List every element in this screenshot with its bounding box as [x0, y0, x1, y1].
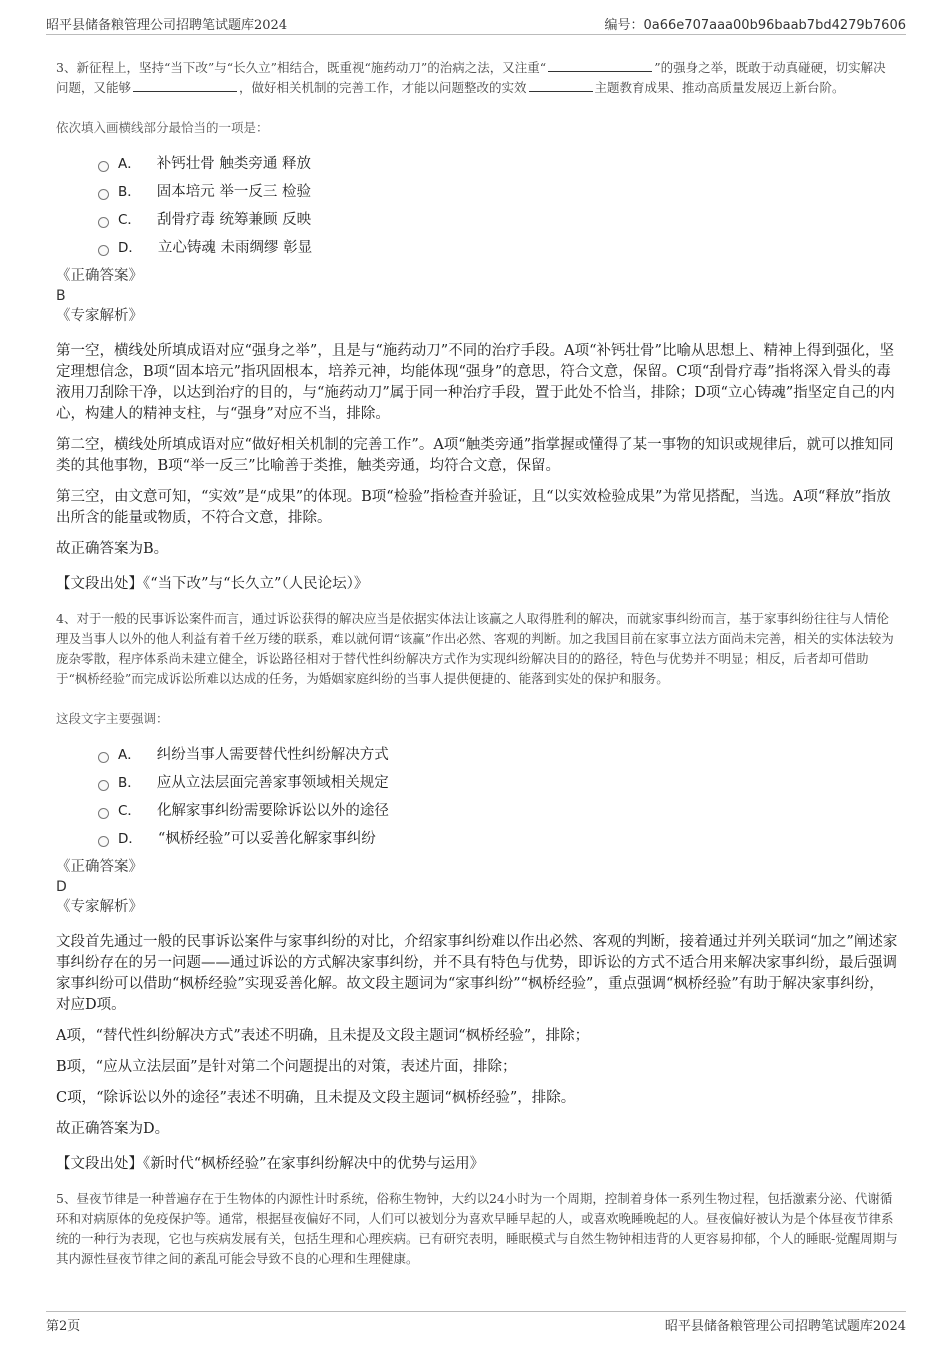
analysis-paragraph: 第二空，横线处所填成语对应“做好相关机制的完善工作”。A项“触类旁通”指掌握或懂得了某一事物的知识或规律后，就可以推知同类的其他事物，B项“举一反三”比喻善于类推，触类旁通，均符合文意，保留。 — [56, 437, 894, 474]
radio-icon[interactable] — [98, 189, 109, 200]
radio-icon[interactable] — [98, 836, 109, 847]
footer-title: 昭平县储备粮管理公司招聘笔试题库2024 — [664, 1319, 906, 1334]
analysis-paragraph: 文段首先通过一般的民事诉讼案件与家事纠纷的对比，介绍家事纠纷难以作出必然、客观的判断，接着通过并列关联词“加之”阐述家事纠纷存在的另一问题——通过诉讼的方式解决家事纠纷，并不具有特色与优势，即诉讼的方式不适合用来解决家事纠纷，最后强调家事纠纷可以借助“枫桥经验”实现妥善化解。故文段主题词为“家事纠纷”“枫桥经验”，重点强调“枫桥经验”有助于解决家事纠纷，对应D项。 — [56, 934, 898, 1013]
analysis-paragraph: C项，“除诉讼以外的途径”表述不明确，且未提及文段主题词“枫桥经验”，排除。 — [56, 1090, 576, 1106]
question-4 — [56, 609, 898, 1175]
radio-icon[interactable] — [98, 808, 109, 819]
radio-icon[interactable] — [98, 752, 109, 763]
option-b[interactable]: B． 固本培元 举一反三 检验 — [98, 178, 898, 206]
source-citation: 【文段出处】《“当下改”与“长久立”（人民论坛）》 — [56, 576, 369, 592]
option-d[interactable]: D． “枫桥经验”可以妥善化解家事纠纷 — [98, 825, 898, 853]
answer-label: 《正确答案》 — [56, 859, 143, 875]
header-title: 昭平县储备粮管理公司招聘笔试题库2024 — [46, 18, 288, 33]
answer-blank — [133, 79, 237, 92]
answer-label: 《正确答案》 — [56, 268, 143, 284]
question-stem: 3、新征程上，坚持“当下改”与“长久立”相结合，既重视“施药动刀”的治病之法，又注重“ ”的强身之举，既敢于动真碰硬，切实解决问题，又能够 ，做好相关机制的完善工作，才能以问题整改的实效 主题教育成果、推动高质量发展迈上新台阶。 — [56, 60, 886, 95]
question-stem: 4、对于一般的民事诉讼案件而言，通过诉讼获得的解决应当是依据实体法让该赢之人取得胜利的解决，而就家事纠纷而言，基于家事纠纷往往与人情伦理及当事人以外的他人利益有着千丝万缕的联系，难以就何谓“该赢”作出必然、客观的判断。加之我国目前在家事立法方面尚未完善，相关的实体法较为庞杂零散，程序体系尚未建立健全，诉讼路径相对于替代性纠纷解决方式作为实现纠纷解决目的的路径，特色与优势并不明显；相反，后者却可借助于“枫桥经验”而完成诉讼所难以达成的任务，为婚姻家庭纠纷的当事人提供便捷的、能落到实处的保护和服务。 — [56, 611, 894, 686]
question-stem: 5、昼夜节律是一种普遍存在于生物体的内源性计时系统，俗称生物钟，大约以24小时为一个周期，控制着身体一系列生物过程，包括激素分泌、代谢循环和对病原体的免疫保护等。通常，根据昼夜偏好不同，人们可以被划分为喜欢早睡早起的人，或喜欢晚睡晚起的人。昼夜偏好被认为是个体昼夜节律系统的一种行为表现，它也与疾病发展有关，包括生理和心理疾病。已有研究表明，睡眠模式与自然生物钟相违背的人更容易抑郁，个人的睡眠-觉醒周期与其内源性昼夜节律之间的紊乱可能会导致不良的心理和生理健康。 — [56, 1191, 898, 1266]
option-c[interactable]: C． 刮骨疗毒 统筹兼顾 反映 — [98, 206, 898, 234]
radio-icon[interactable] — [98, 161, 109, 172]
option-a[interactable]: A． 纠纷当事人需要替代性纠纷解决方式 — [98, 741, 898, 769]
answer-blank — [529, 79, 593, 92]
option-d[interactable]: D． 立心铸魂 未雨绸缪 彰显 — [98, 234, 898, 262]
analysis-label: 《专家解析》 — [56, 899, 143, 915]
radio-icon[interactable] — [98, 217, 109, 228]
page-content — [56, 58, 898, 1269]
page-header — [46, 14, 906, 35]
page-footer — [46, 1311, 906, 1334]
answer-value: B — [56, 288, 66, 304]
option-c[interactable]: C． 化解家事纠纷需要除诉讼以外的途径 — [98, 797, 898, 825]
analysis-conclusion: 故正确答案为D。 — [56, 1121, 170, 1137]
question-prompt: 依次填入画横线部分最恰当的一项是： — [56, 120, 269, 135]
answer-value: D — [56, 879, 67, 895]
analysis-paragraph: 第一空，横线处所填成语对应“强身之举”，且是与“施药动刀”不同的治疗手段。A项“补钙壮骨”比喻从思想上、精神上得到强化，坚定理想信念，B项“固本培元”指巩固根本，培养元神，均能体现“强身”的意思，符合文意，保留。C项“刮骨疗毒”指将深入骨头的毒液用刀刮除干净，以达到治疗的目的，与“施药动刀”属于同一种治疗手段，置于此处不恰当，排除；D项“立心铸魂”指坚定自己的内心，构建人的精神支柱，与“强身”对应不当，排除。 — [56, 343, 895, 422]
option-list — [56, 150, 898, 262]
radio-icon[interactable] — [98, 245, 109, 256]
analysis-paragraph: 第三空，由文意可知，“实效”是“成果”的体现。B项“检验”指检查并验证，且“以实效检验成果”为常见搭配，当选。A项“释放”指放出所含的能量或物质，不符合文意，排除。 — [56, 489, 891, 526]
analysis-label: 《专家解析》 — [56, 308, 143, 324]
answer-blank — [548, 59, 652, 72]
question-5 — [56, 1189, 898, 1269]
option-list — [56, 741, 898, 853]
option-a[interactable]: A． 补钙壮骨 触类旁通 释放 — [98, 150, 898, 178]
header-code: 编号：0a66e707aaa00b96baab7bd4279b7606 — [604, 18, 906, 33]
question-prompt: 这段文字主要强调： — [56, 711, 169, 726]
question-3 — [56, 58, 898, 595]
page-number: 第2页 — [46, 1319, 81, 1334]
option-b[interactable]: B． 应从立法层面完善家事领域相关规定 — [98, 769, 898, 797]
radio-icon[interactable] — [98, 780, 109, 791]
analysis-conclusion: 故正确答案为B。 — [56, 541, 169, 557]
source-citation: 【文段出处】《新时代“枫桥经验”在家事纠纷解决中的优势与运用》 — [56, 1156, 485, 1172]
analysis-paragraph: B项，“应从立法层面”是针对第二个问题提出的对策，表述片面，排除； — [56, 1059, 517, 1075]
analysis-paragraph: A项，“替代性纠纷解决方式”表述不明确，且未提及文段主题词“枫桥经验”，排除； — [56, 1028, 590, 1044]
